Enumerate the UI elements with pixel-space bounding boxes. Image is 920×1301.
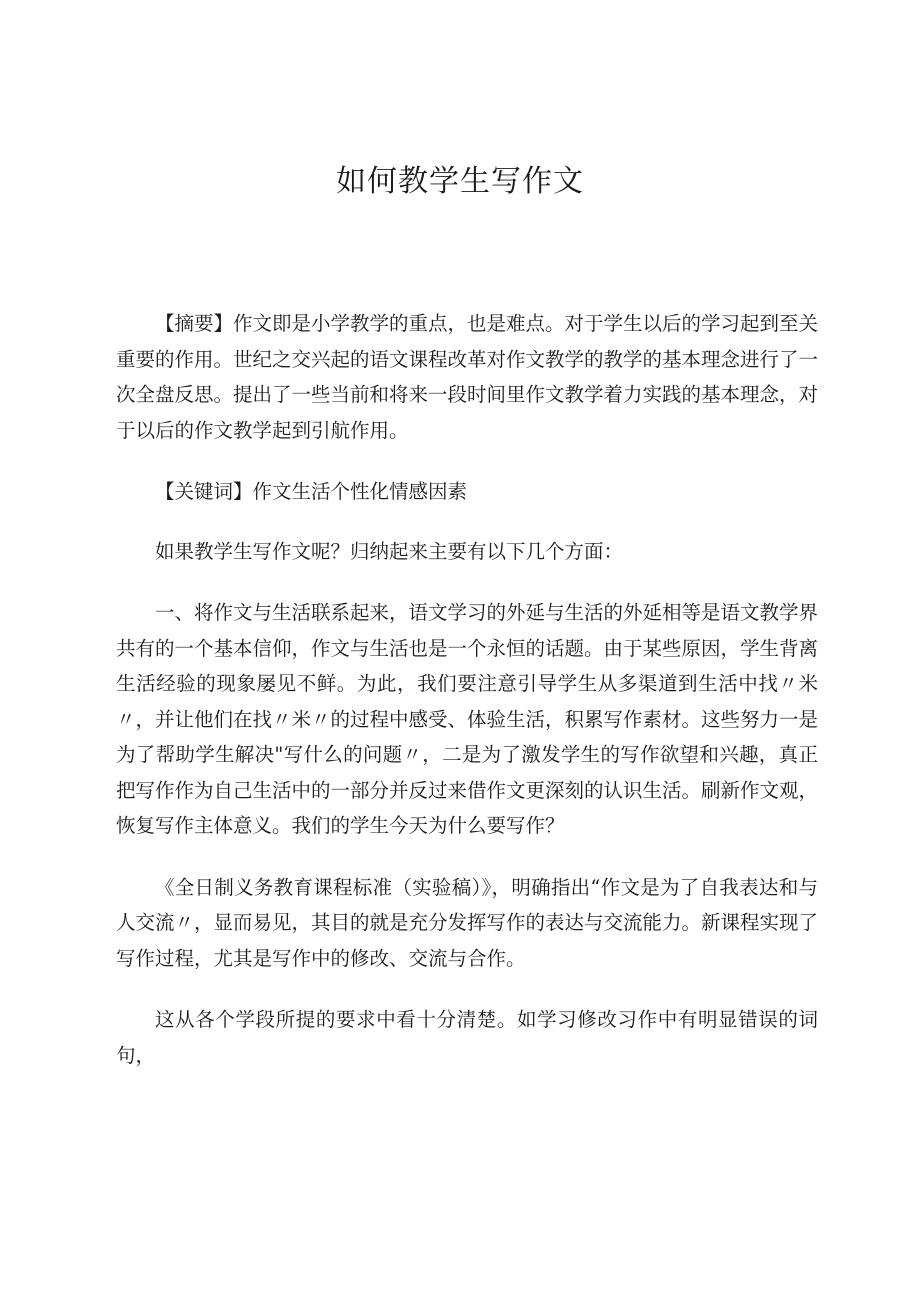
intro-paragraph: 如果教学生写作文呢？归纳起来主要有以下几个方面： — [155, 539, 624, 563]
learning-stage-paragraph: 这从各个学段所提的要求中看十分清楚。如学习修改习作中有明显错误的词句， — [116, 1008, 818, 1067]
abstract-paragraph: 【摘要】作文即是小学教学的重点，也是难点。对于学生以后的学习起到至关重要的作用。世纪之交兴起的语文课程改革对作文教学的教学的基本理念进行了一次全盘反思。提出了一些当前和将来一段时间里作文教学着力实践的基本理念，对于以后的作文教学起到引航作用。 — [116, 312, 819, 442]
curriculum-standard-paragraph: 《全日制义务教育课程标准（实验稿）》，明确指出“作文是为了自我表达和与人交流〃，显而易见，其目的就是充分发挥写作的表达与交流能力。新课程实现了写作过程，尤其是写作中的修改、交流与合作。 — [116, 875, 819, 970]
document-body — [116, 306, 818, 1099]
section-one-paragraph: 一、将作文与生活联系起来，语文学习的外延与生活的外延相等是语文教学界共有的一个基本信仰，作文与生活也是一个永恒的话题。由于某些原因，学生背离生活经验的现象屡见不鲜。为此，我们要注意引导学生从多渠道到生活中找〃米〃，并让他们在找〃米〃的过程中感受、体验生活，积累写作素材。这些努力一是为了帮助学生解决"写什么的问题〃，二是为了激发学生的写作欲望和兴趣，真正把写作作为自己生活中的一部分并反过来借作文更深刻的认识生活。刷新作文观，恢复写作主体意义。我们的学生今天为什么要写作？ — [116, 601, 819, 837]
keywords-paragraph: 【关键词】作文生活个性化情感因素 — [155, 480, 468, 503]
document-title: 如何教学生写作文 — [336, 164, 584, 199]
